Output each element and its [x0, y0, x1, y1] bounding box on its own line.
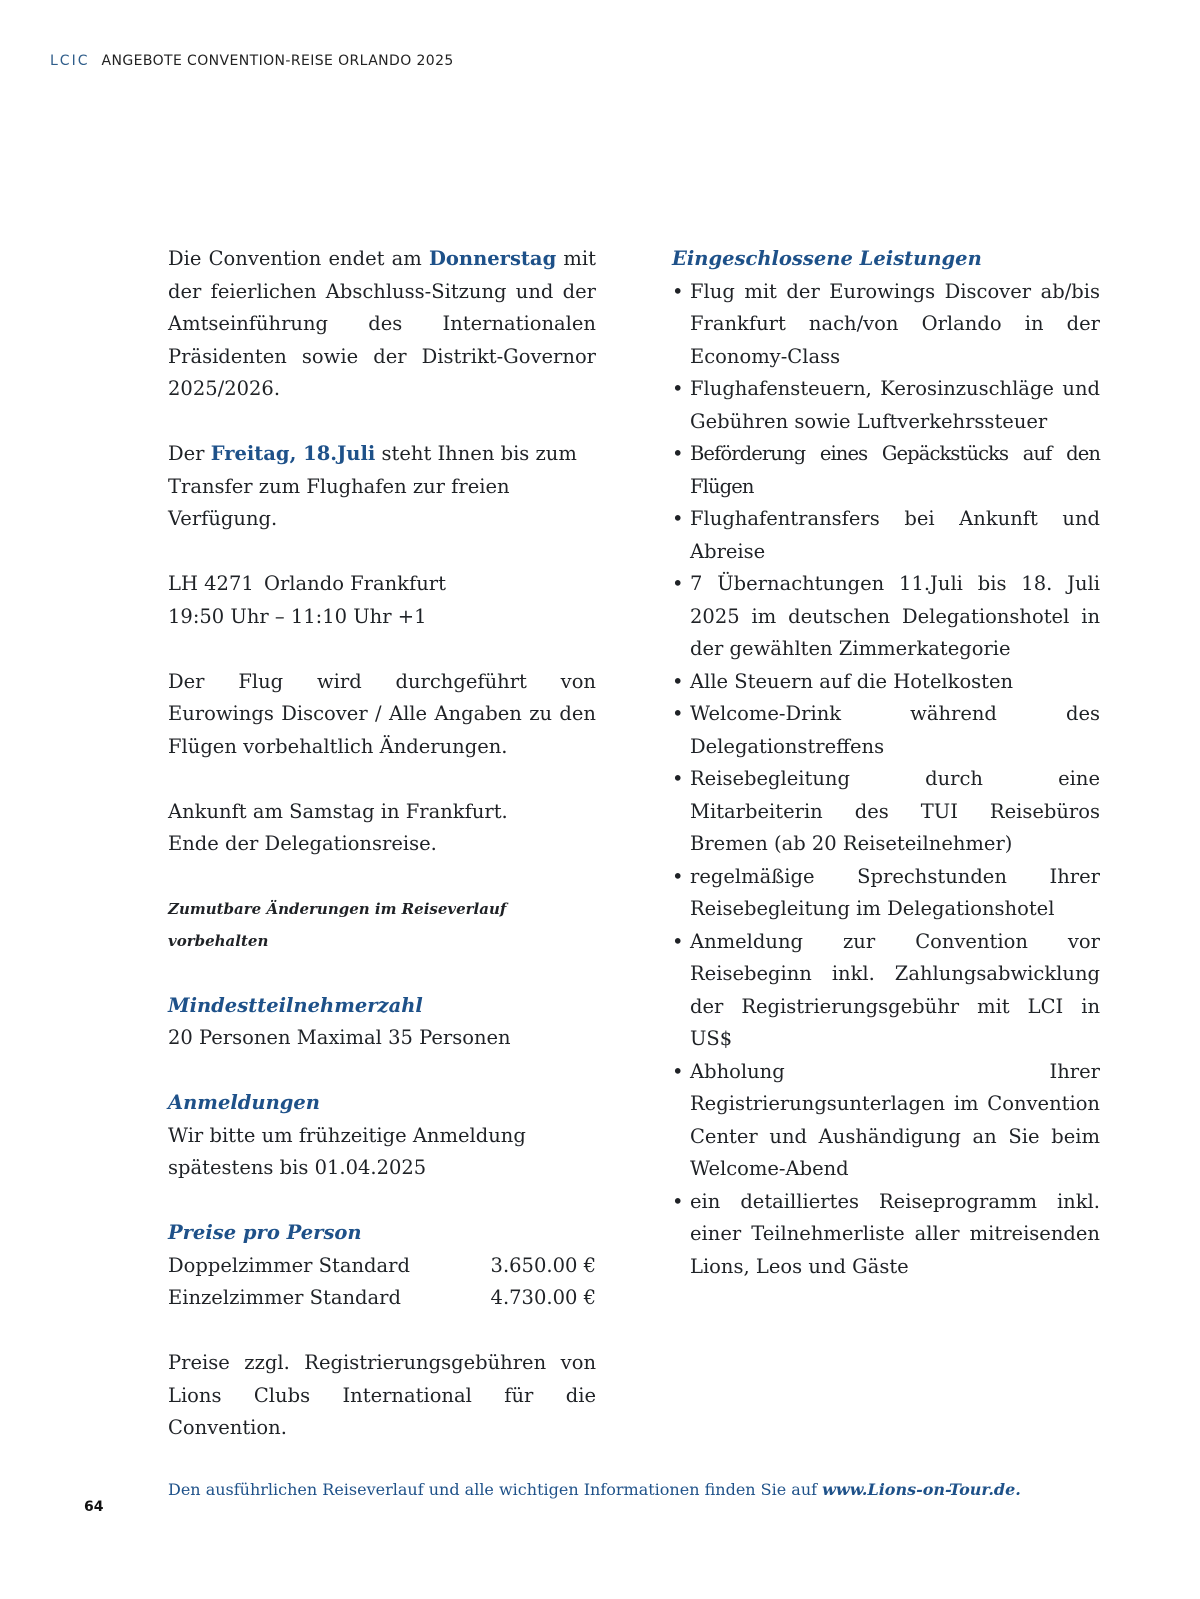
list-item-text: 7 Übernachtungen 11.Juli bis 18. Juli 2025 im deutschen Delegationshotel in der gewählten Zimmerkategorie — [690, 572, 1100, 660]
highlight-thursday: Donnerstag — [429, 247, 557, 270]
price-note: Preise zzgl. Registrierungsgebühren von Lions Clubs International für die Convention. — [168, 1351, 596, 1439]
list-item — [672, 666, 1100, 699]
flight-code: LH 4271 — [168, 572, 254, 595]
price-row — [168, 1250, 596, 1283]
list-item — [672, 568, 1100, 666]
list-item — [672, 861, 1100, 926]
changes-note: Zumutbare Änderungen im Reiseverlauf vorbehalten — [168, 900, 507, 950]
text-segment: steht Ihnen bis zum Transfer zum Flughafen zur freien Verfügung. — [168, 442, 577, 530]
list-item — [672, 503, 1100, 568]
list-item-text: Reisebegleitung durch eine Mitarbeiterin des TUI Reisebüros Bremen (ab 20 Reiseteilnehmer) — [690, 767, 1100, 855]
list-item — [672, 1186, 1100, 1284]
convention-end-paragraph — [168, 243, 596, 406]
list-item — [672, 373, 1100, 438]
list-item-text: Anmeldung zur Convention vor Reisebeginn inkl. Zahlungsabwicklung der Registrierungsgebühr mit LCI in US$ — [690, 929, 1100, 1050]
registration-deadline: spätestens bis 01.04.2025 — [168, 1156, 427, 1179]
flight-info — [168, 568, 596, 601]
list-item-text: Flug mit der Eurowings Discover ab/bis Frankfurt nach/von Orlando in der Economy-Class — [690, 279, 1100, 368]
list-item-text: Alle Steuern auf die Hotelkosten — [690, 669, 1014, 693]
price-table — [168, 1250, 596, 1315]
price-value: 4.730.00 € — [490, 1286, 596, 1309]
prices-heading: Preise pro Person — [168, 1221, 362, 1244]
page-number: 64 — [84, 1499, 104, 1515]
bullet-icon: • — [672, 702, 684, 725]
bullet-icon: • — [672, 767, 684, 790]
bullet-icon: • — [672, 864, 684, 888]
bullet-icon: • — [672, 1189, 684, 1213]
bullet-icon: • — [672, 279, 684, 303]
bullet-icon: • — [672, 507, 684, 530]
min-participants-text: 20 Personen Maximal 35 Personen — [168, 1026, 511, 1049]
text-segment: mit der feierlichen Abschluss-Sitzung und der Amtseinführung des Internationalen Präsidenten sowie der Distrikt-Governor 2025/2026. — [168, 247, 596, 400]
left-column — [168, 243, 596, 1445]
page-header — [50, 53, 454, 69]
friday-paragraph — [168, 438, 596, 536]
footer-text: Den ausführlichen Reiseverlauf und alle wichtigen Informationen finden Sie auf — [168, 1480, 823, 1499]
flight-route: Orlando Frankfurt — [264, 572, 446, 595]
list-item — [672, 438, 1100, 503]
list-item-text: Flughafentransfers bei Ankunft und Abreise — [690, 507, 1100, 563]
text-segment: Die Convention endet am — [168, 247, 429, 270]
bullet-icon: • — [672, 572, 684, 595]
flight-operator-paragraph: Der Flug wird durchgeführt von Eurowings Discover / Alle Angaben zu den Flügen vorbehaltlich Änderungen. — [168, 669, 596, 758]
arrival-text: Ankunft am Samstag in Frankfurt. — [168, 799, 508, 823]
highlight-friday: Freitag, 18.Juli — [210, 442, 376, 465]
price-label: Doppelzimmer Standard — [168, 1253, 410, 1277]
footer-note — [168, 1480, 1021, 1499]
website-link[interactable]: www.Lions-on-Tour.de. — [822, 1480, 1021, 1499]
list-item — [672, 1056, 1100, 1186]
list-item-text: Abholung Ihrer Registrierungsunterlagen im Convention Center und Aushändigung an Sie beim Welcome-Abend — [690, 1059, 1100, 1180]
text-segment: Der — [168, 442, 211, 465]
price-label: Einzelzimmer Standard — [168, 1286, 401, 1309]
list-item-text: ein detailliertes Reiseprogramm inkl. einer Teilnehmerliste aller mitreisenden Lions, Leos und Gäste — [690, 1189, 1100, 1278]
right-column — [672, 243, 1100, 1283]
bullet-icon: • — [672, 377, 684, 400]
bullet-icon: • — [672, 669, 684, 693]
bullet-icon: • — [672, 1059, 684, 1083]
bullet-icon: • — [672, 442, 684, 465]
list-item — [672, 926, 1100, 1056]
price-value: 3.650.00 € — [490, 1253, 596, 1277]
bullet-icon: • — [672, 929, 684, 953]
included-services-list — [672, 276, 1100, 1284]
included-services-heading: Eingeschlossene Leistungen — [672, 247, 982, 270]
registration-text: Wir bitte um frühzeitige Anmeldung — [168, 1123, 526, 1147]
list-item — [672, 698, 1100, 763]
trip-end-text: Ende der Delegationsreise. — [168, 832, 437, 855]
list-item — [672, 276, 1100, 374]
list-item-text: Flughafensteuern, Kerosinzuschläge und Gebühren sowie Luftverkehrssteuer — [690, 377, 1100, 433]
brand-logo-text: LCIC — [50, 53, 90, 69]
price-row — [168, 1282, 596, 1315]
list-item-text: Welcome-Drink während des Delegationstreffens — [690, 702, 1100, 758]
list-item-text: Beförderung eines Gepäckstücks auf den Flügen — [690, 442, 1100, 498]
min-participants-heading: Mindestteilnehmerzahl — [168, 993, 423, 1017]
flight-times: 19:50 Uhr – 11:10 Uhr +1 — [168, 604, 427, 628]
list-item — [672, 763, 1100, 861]
registration-heading: Anmeldungen — [168, 1091, 320, 1114]
list-item-text: regelmäßige Sprechstunden Ihrer Reisebegleitung im Delegationshotel — [690, 864, 1100, 920]
header-title: ANGEBOTE CONVENTION-REISE ORLANDO 2025 — [101, 53, 454, 69]
